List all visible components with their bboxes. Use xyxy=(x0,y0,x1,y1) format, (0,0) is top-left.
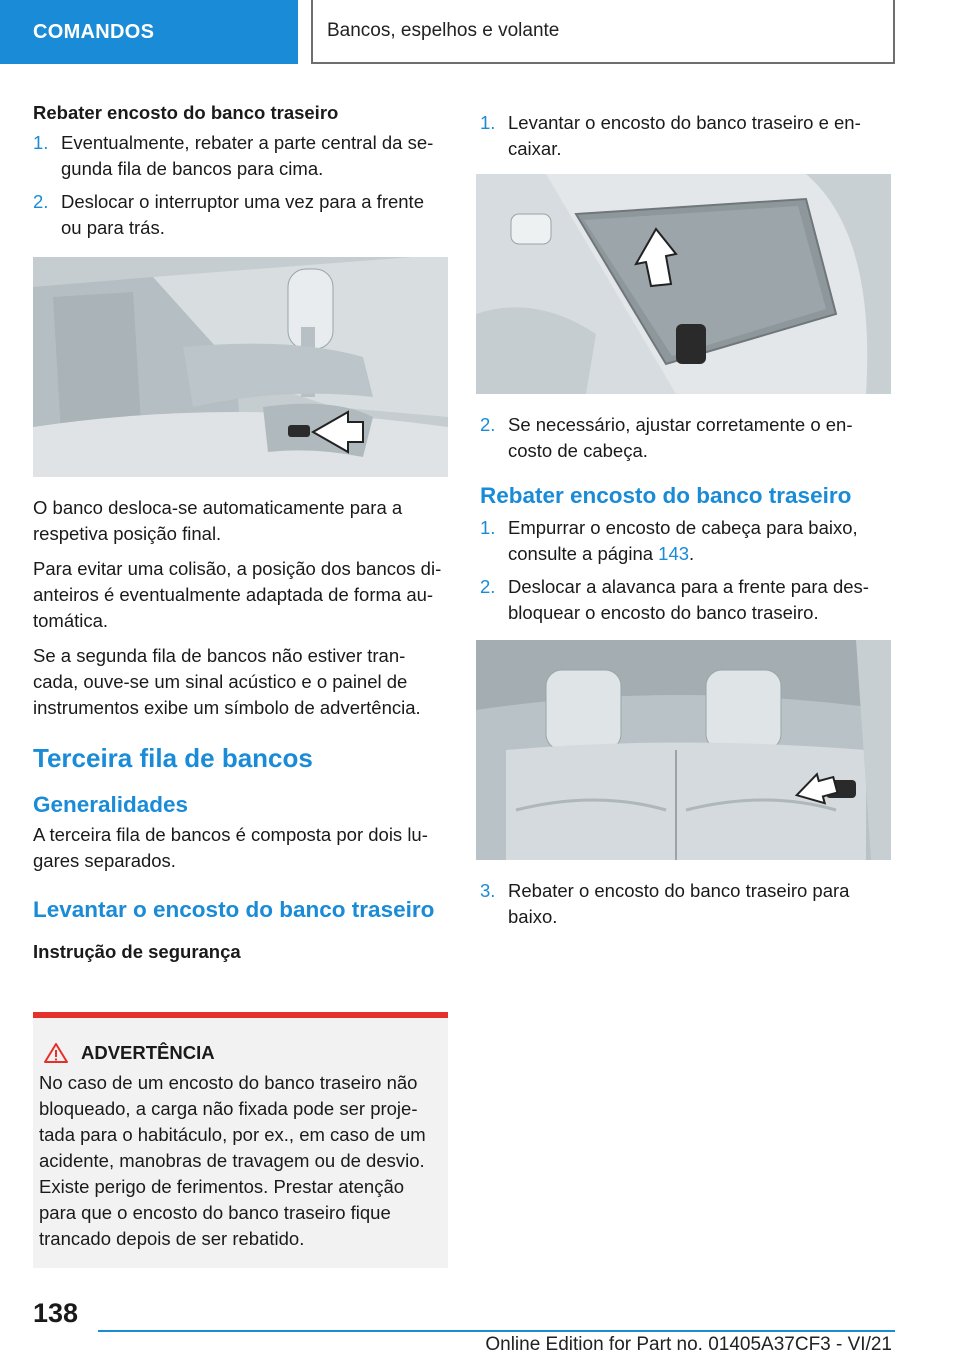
list-item xyxy=(480,110,892,162)
section-heading: Terceira fila de bancos xyxy=(33,743,313,773)
chapter-header xyxy=(311,0,895,64)
safety-heading: Instrução de segurança xyxy=(33,941,241,962)
step-number: 2. xyxy=(33,191,49,212)
step-list xyxy=(33,130,449,241)
figure-raise-backrest xyxy=(476,174,891,394)
step-text: Rebater o encosto do banco traseiro para baixo. xyxy=(508,880,850,927)
paragraph: Para evitar uma colisão, a posição dos bancos di-anteiros é eventualmente adaptada de forma au-tomática. xyxy=(33,558,442,631)
step-text: Eventualmente, rebater a parte central da se-gunda fila de bancos para cima. xyxy=(61,132,434,179)
paragraph: Se a segunda fila de bancos não estiver tran-cada, ouve-se um sinal acústico e o painel de instrumentos exibe um símbolo de advertência. xyxy=(33,645,421,718)
backrest-fold-illustration xyxy=(476,640,891,860)
step-number: 1. xyxy=(33,132,49,153)
chapter-title: Bancos, espelhos e volante xyxy=(327,20,560,41)
step-number: 2. xyxy=(480,414,496,435)
warning-title-text: ADVERTÊNCIA xyxy=(81,1042,215,1063)
left-column xyxy=(33,100,449,965)
step-text: Deslocar a alavanca para a frente para des-bloquear o encosto do banco traseiro. xyxy=(508,576,869,623)
step-text: Empurrar o encosto de cabeça para baixo, consulte a página xyxy=(508,517,858,564)
step-text-end: . xyxy=(689,543,695,564)
footer-edition: Online Edition for Part no. 01405A37CF3 - VI/21 xyxy=(485,1334,892,1355)
subsection-heading-raise: Levantar o encosto do banco traseiro xyxy=(33,897,435,922)
warning-triangle-icon xyxy=(43,1042,69,1064)
step-list xyxy=(480,515,892,626)
section-tab xyxy=(0,0,298,64)
section-label: COMANDOS xyxy=(33,20,155,43)
warning-title xyxy=(39,1040,442,1066)
list-item xyxy=(480,412,892,464)
right-column xyxy=(480,110,892,937)
warning-box xyxy=(33,1012,448,1268)
step-text: Deslocar o interruptor uma vez para a frente ou para trás. xyxy=(61,191,424,238)
list-item xyxy=(480,574,892,626)
step-number: 2. xyxy=(480,576,496,597)
step-list xyxy=(480,110,892,162)
figure-fold-backrest xyxy=(476,640,891,860)
paragraph: A terceira fila de bancos é composta por dois lu-gares separados. xyxy=(33,824,428,871)
list-item xyxy=(480,515,892,567)
list-item xyxy=(480,878,892,930)
step-number: 3. xyxy=(480,880,496,901)
seat-switch-illustration xyxy=(33,257,448,477)
list-item xyxy=(33,130,449,182)
step-number: 1. xyxy=(480,517,496,538)
warning-text: No caso de um encosto do banco traseiro não bloqueado, a carga não fixada pode ser proje-tada para o habitáculo, por ex., em caso de um acidente, manobras de travagem ou de desvio. Existe perigo de ferimentos. Prestar atenção para que o encosto do banco traseiro fique trancado depois de ser rebatido. xyxy=(39,1072,426,1249)
step-list xyxy=(480,412,892,464)
step-text: Se necessário, ajustar corretamente o en-costo de cabeça. xyxy=(508,414,853,461)
step-list xyxy=(480,878,892,930)
step-text: Levantar o encosto do banco traseiro e en-caixar. xyxy=(508,112,861,159)
page-number: 138 xyxy=(33,1298,79,1328)
subsection-heading: Rebater encosto do banco traseiro xyxy=(33,102,339,123)
page-reference-link[interactable]: 143 xyxy=(658,543,690,564)
paragraph: O banco desloca-se automaticamente para a respetiva posição final. xyxy=(33,497,403,544)
step-number: 1. xyxy=(480,112,496,133)
subsection-heading-general: Generalidades xyxy=(33,792,189,817)
backrest-raise-illustration xyxy=(476,174,891,394)
figure-second-row-switch xyxy=(33,257,448,477)
list-item xyxy=(33,189,449,241)
footer-divider xyxy=(98,1330,895,1332)
subsection-heading-fold: Rebater encosto do banco traseiro xyxy=(480,483,852,508)
